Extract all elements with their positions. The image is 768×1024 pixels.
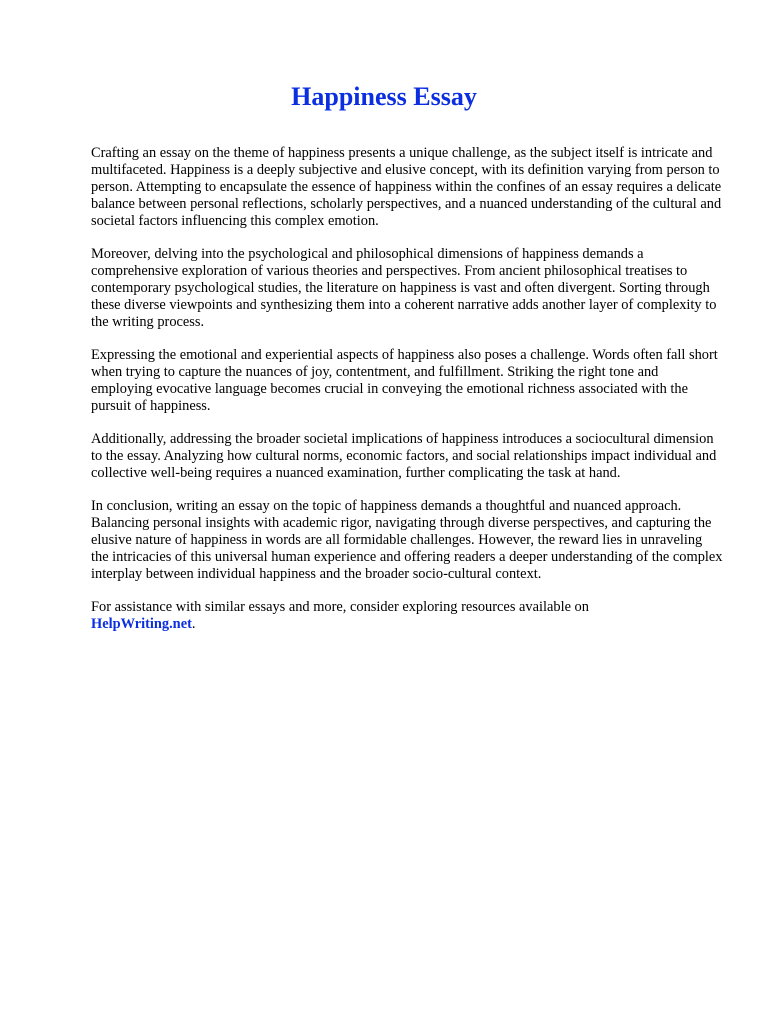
closing-suffix: .: [191, 616, 196, 632]
document-body: [91, 145, 723, 649]
document-title: Happiness Essay: [291, 82, 477, 111]
closing-paragraph: [91, 599, 723, 633]
paragraph-5: In conclusion, writing an essay on the topic of happiness demands a thoughtful and nuanced approach. Balancing personal insights with academic rigor, navigating through diverse perspectives, and capturing the elusive nature of happiness in words are all formidable challenges. However, the reward lies in unraveling the intricacies of this universal human experience and offering readers a deeper understanding of the complex interplay between individual happiness and the broader socio-cultural context.: [91, 498, 723, 582]
closing-text: For assistance with similar essays and more, consider exploring resources available on: [91, 599, 589, 615]
paragraph-1: Crafting an essay on the theme of happiness presents a unique challenge, as the subject itself is intricate and multifaceted. Happiness is a deeply subjective and elusive concept, with its definition varying from person to person. Attempting to encapsulate the essence of happiness within the confines of an essay requires a delicate balance between personal reflections, scholarly perspectives, and a nuanced understanding of the cultural and societal factors influencing this complex emotion.: [91, 145, 722, 229]
paragraph-3: Expressing the emotional and experiential aspects of happiness also poses a challenge. Words often fall short when trying to capture the nuances of joy, contentment, and fulfillment. Striking the right tone and employing evocative language becomes crucial in conveying the emotional richness associated with the pursuit of happiness.: [91, 347, 718, 414]
helpwriting-link[interactable]: HelpWriting.net: [91, 616, 192, 632]
paragraph-2: Moreover, delving into the psychological and philosophical dimensions of happiness demands a comprehensive exploration of various theories and perspectives. From ancient philosophical treatises to contemporary psychological studies, the literature on happiness is vast and often divergent. Sorting through these diverse viewpoints and synthesizing them into a coherent narrative adds another layer of complexity to the writing process.: [91, 246, 717, 330]
paragraph-4: Additionally, addressing the broader societal implications of happiness introduces a sociocultural dimension to the essay. Analyzing how cultural norms, economic factors, and social relationships impact individual and collective well-being requires a nuanced examination, further complicating the task at hand.: [91, 431, 717, 481]
